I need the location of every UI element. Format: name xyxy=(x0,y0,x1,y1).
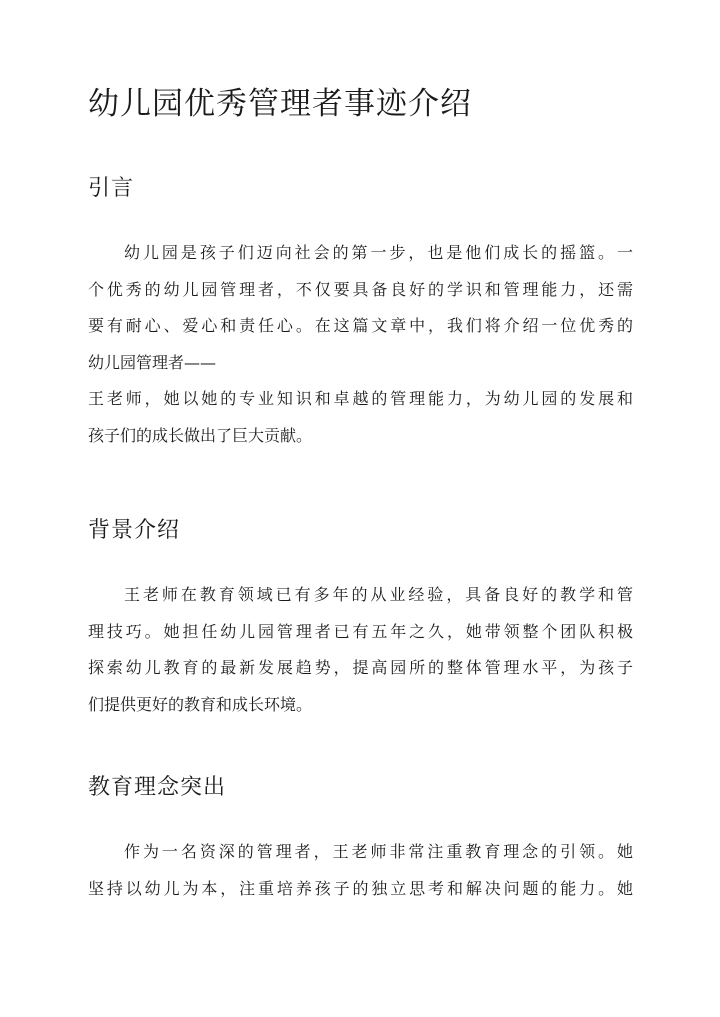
paragraph-line: 幼儿园管理者—— xyxy=(88,352,217,372)
section-heading-intro: 引言 xyxy=(88,176,135,201)
section-paragraph-intro xyxy=(88,235,633,454)
paragraph-line: 王老师，她以她的专业知识和卓越的管理能力，为幼儿园的发展和 xyxy=(88,389,633,408)
paragraph-line: 个优秀的幼儿园管理者，不仅要具备良好的学识和管理能力，还需 xyxy=(88,279,633,299)
paragraph-line: 坚持以幼儿为本，注重培养孩子的独立思考和解决问题的能力。她 xyxy=(88,878,633,898)
paragraph-line: 王老师在教育领域已有多年的从业经验，具备良好的教学和管 xyxy=(124,585,633,604)
section-paragraph-education xyxy=(88,834,633,907)
paragraph-line: 幼儿园是孩子们迈向社会的第一步，也是他们成长的摇篮。一 xyxy=(124,243,633,262)
paragraph-line: 要有耐心、爱心和责任心。在这篇文章中，我们将介绍一位优秀的 xyxy=(88,316,633,335)
paragraph-line: 们提供更好的教育和成长环境。 xyxy=(88,694,313,714)
paragraph-line: 孩子们的成长做出了巨大贡献。 xyxy=(88,425,313,445)
section-paragraph-background xyxy=(88,577,633,723)
document-title: 幼儿园优秀管理者事迹介绍 xyxy=(88,86,472,122)
paragraph-line: 探索幼儿教育的最新发展趋势，提高园所的整体管理水平，为孩子 xyxy=(88,658,633,677)
paragraph-line: 理技巧。她担任幼儿园管理者已有五年之久，她带领整个团队积极 xyxy=(88,621,633,641)
paragraph-line: 作为一名资深的管理者，王老师非常注重教育理念的引领。她 xyxy=(124,842,633,861)
section-heading-education: 教育理念突出 xyxy=(88,775,227,800)
section-heading-background: 背景介绍 xyxy=(88,518,181,543)
